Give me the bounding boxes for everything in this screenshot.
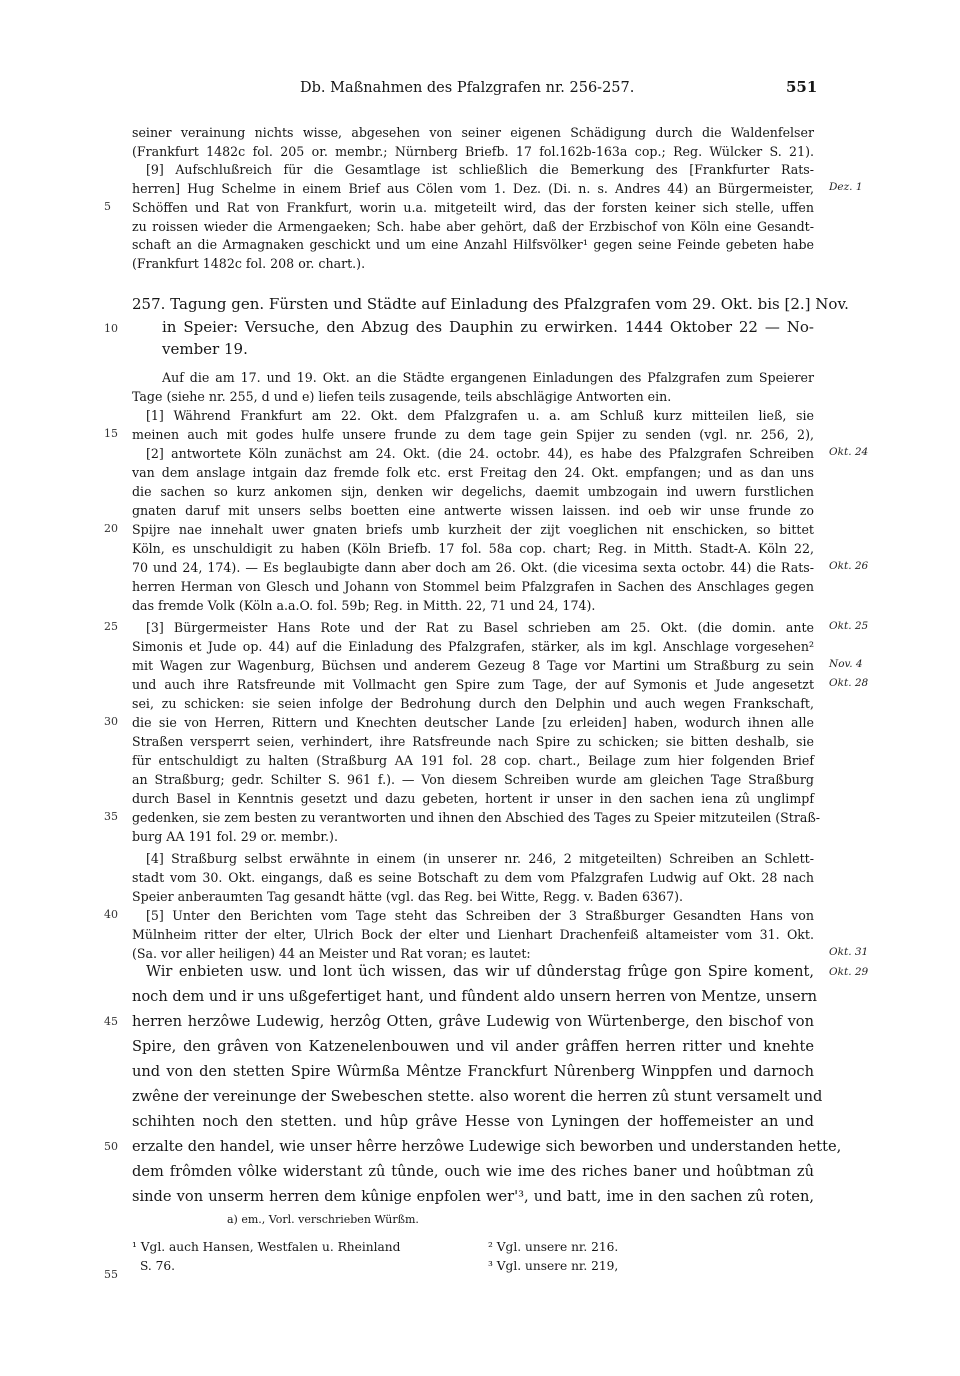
text-line: [1] Während Frankfurt am 22. Okt. dem Pfalzgrafen u. a. am Schluß kurz mitteilen ließ, sie — [146, 408, 814, 423]
section-heading-line: 257. Tagung gen. Fürsten und Städte auf Einladung des Pfalzgrafen vom 29. Okt. bis [2.] Nov. — [132, 295, 849, 313]
quoted-letter-line: Spire, den grâven von Katzenelenbouwen und vil ander grâffen herren ritter und knehte — [132, 1038, 814, 1055]
text-line: [3] Bürgermeister Hans Rote und der Rat zu Basel schrieben am 25. Okt. (die domin. ante — [146, 620, 814, 635]
quoted-letter-line: dem frômden vôlke widerstant zû tûnde, ouch wie ime des riches baner und hoûbtman zû — [132, 1163, 814, 1180]
text-line: Mülnheim ritter der elter, Ulrich Bock der elter und Lienhart Drachenfeiß altameister vom 31. Okt. — [132, 927, 814, 942]
text-line: Auf die am 17. und 19. Okt. an die Städte ergangenen Einladungen des Pfalzgrafen zum Speierer — [162, 370, 814, 385]
line-number: 40 — [104, 908, 118, 921]
text-line: gnaten daruf mit unsers selbs boetten eine antwerte wissen laissen. ind oeb wir unse frunde zo — [132, 503, 814, 518]
text-line: herren] Hug Schelme in einem Brief aus Cölen vom 1. Dez. (Di. n. s. Andres 44) an Bürgermeister, — [132, 181, 814, 196]
text-line: für entschuldigt zu halten (Straßburg AA 191 fol. 28 cop. chart., Beilage zum hier folgenden Brief — [132, 753, 814, 768]
quoted-letter-line: schihten noch den stetten. und hûp grâve Hesse von Lyningen der hoffemeister an und — [132, 1113, 814, 1130]
page-number: 551 — [786, 78, 818, 96]
margin-date: Nov. 4 — [829, 658, 863, 670]
line-number: 30 — [104, 715, 118, 728]
text-line: [9] Aufschlußreich für die Gesamtlage ist schließlich die Bemerkung des [Frankfurter Rats- — [146, 162, 814, 177]
margin-date: Okt. 31 — [829, 946, 869, 958]
text-line: Straßen versperrt seien, verhindert, ihre Ratsfreunde nach Spire zu schicken; sie bitten deshalb, sie — [132, 734, 814, 749]
quoted-letter-line: erzalte den handel, wie unser hêrre herzôwe Ludewige sich beworben und understanden hette, — [132, 1138, 842, 1155]
line-number: 35 — [104, 810, 118, 823]
text-line: Speier anberaumten Tag gesandt hätte (vgl. das Reg. bei Witte, Regg. v. Baden 6367). — [132, 889, 683, 904]
text-line: zu roissen wieder die Armengaeken; Sch. habe aber gehört, daß der Erzbischof von Köln eine Gesandt- — [132, 219, 814, 234]
margin-date: Okt. 24 — [829, 446, 869, 458]
text-line: das fremde Volk (Köln a.a.O. fol. 59b; Reg. in Mitth. 22, 71 und 24, 174). — [132, 598, 596, 613]
footnote-3: ³ Vgl. unsere nr. 219, — [488, 1259, 619, 1273]
footnote-2: ² Vgl. unsere nr. 216. — [488, 1240, 619, 1254]
line-number: 45 — [104, 1015, 118, 1028]
text-line: Tage (siehe nr. 255, d und e) liefen teils zusagende, teils abschlägige Antworten ein. — [132, 389, 672, 404]
margin-date: Okt. 28 — [829, 677, 869, 689]
footnote-1-continued: S. 76. — [140, 1259, 176, 1273]
quoted-letter-line: sinde von unserm herren dem kûnige enpfolen wer'³, und batt, ime in den sachen zû roten, — [132, 1188, 814, 1205]
quoted-letter-line: herren herzôwe Ludewig, herzôg Otten, grâve Ludewig von Würtenberge, den bischof von — [132, 1013, 814, 1030]
line-number: 20 — [104, 522, 118, 535]
text-line: herren Herman von Glesch und Johann von Stommel beim Pfalzgrafen in Sachen des Anschlages gegen — [132, 579, 814, 594]
text-line: gedenken, sie zem besten zu verantworten und ihnen den Abschied des Tages zu Speier mitzuteilen (Straß- — [132, 810, 821, 825]
text-line: van dem anslage intgain daz fremde folk etc. erst Freitag den 24. Okt. empfangen; und as dan uns — [132, 465, 814, 480]
line-number: 15 — [104, 427, 118, 440]
margin-date: Okt. 25 — [829, 620, 869, 632]
footnote-1: ¹ Vgl. auch Hansen, Westfalen u. Rheinland — [132, 1240, 401, 1254]
margin-date: Dez. 1 — [829, 181, 863, 193]
quoted-letter-line: zwêne der vereinunge der Swebeschen stette. also worent die herren zû stunt versamelt und — [132, 1088, 823, 1105]
text-line: schaft an die Armagnaken geschickt und um eine Anzahl Hilfsvölker¹ gegen seine Feinde gebeten habe — [132, 237, 814, 252]
text-line: Schöffen und Rat von Frankfurt, worin u.a. mitgeteilt wird, das der forsten keiner sich stelle, uffen — [132, 200, 814, 215]
line-number: 5 — [104, 200, 111, 213]
text-line: (Sa. vor aller heiligen) 44 an Meister und Rat voran; es lautet: — [132, 946, 531, 961]
text-line: durch Basel in Kenntnis gesetzt und dazu gebeten, hortent ir unser in den sachen iena zû unglimpf — [132, 791, 814, 806]
text-line: [5] Unter den Berichten vom Tage steht das Schreiben der 3 Straßburger Gesandten Hans von — [146, 908, 814, 923]
margin-date: Okt. 26 — [829, 560, 869, 572]
text-line: [2] antwortete Köln zunächst am 24. Okt. (die 24. octobr. 44), es habe des Pfalzgrafen Schreiben — [146, 446, 814, 461]
apparatus-note: a) em., Vorl. verschrieben Würßm. — [227, 1213, 419, 1226]
line-number: 10 — [104, 322, 118, 335]
text-line: die sachen so kurz ankomen sijn, denken wir degelichs, daemit umbzogain ind uwern furstlichen — [132, 484, 814, 499]
text-line: [4] Straßburg selbst erwähnte in einem (in unserer nr. 246, 2 mitgeteilten) Schreiben an Schlett- — [146, 851, 814, 866]
text-line: Simonis et Jude op. 44) auf die Einladung des Pfalzgrafen, stärker, als im kgl. Anschlage vorgesehen² — [132, 639, 814, 654]
section-heading-line: vember 19. — [162, 340, 248, 358]
line-number: 50 — [104, 1140, 118, 1153]
running-title: Db. Maßnahmen des Pfalzgrafen nr. 256-257. — [300, 80, 635, 96]
text-line: mit Wagen zur Wagenburg, Büchsen und anderem Gezeug 8 Tage vor Martini um Straßburg zu sein — [132, 658, 814, 673]
text-line: Spijre nae innehalt uwer gnaten briefs umb kurzheit der zijt voeglichen nit enschicken, so bittet — [132, 522, 814, 537]
text-line: die sie von Herren, Rittern und Knechten deutscher Lande [zu erleiden] haben, wodurch ihnen alle — [132, 715, 814, 730]
text-line: und auch ihre Ratsfreunde mit Vollmacht gen Spire zum Tage, der auf Symonis et Jude angesetzt — [132, 677, 814, 692]
line-number: 55 — [104, 1268, 118, 1281]
text-line: Köln, es unschuldigit zu haben (Köln Briefb. 17 fol. 58a cop. chart; Reg. in Mitth. Stadt-A. Köln 22, — [132, 541, 814, 556]
margin-date: Okt. 29 — [829, 966, 869, 978]
text-line: sei, zu schicken: sie seien infolge der Bedrohung durch den Delphin und auch wegen Frankschaft, — [132, 696, 814, 711]
quoted-letter-line: noch dem und ir uns ußgefertiget hant, und fûndent aldo unsern herren von Mentze, unsern — [132, 988, 818, 1005]
text-line: burg AA 191 fol. 29 or. membr.). — [132, 829, 338, 844]
quoted-letter-line: und von den stetten Spire Wûrmßa Mêntze Franckfurt Nûrenberg Winppfen und darnoch — [132, 1063, 814, 1080]
line-number: 25 — [104, 620, 118, 633]
text-line: 70 und 24, 174). — Es beglaubigte dann aber doch am 26. Okt. (die vicesima sexta octobr. 44) die Rats- — [132, 560, 814, 575]
section-heading-line: in Speier: Versuche, den Abzug des Dauphin zu erwirken. 1444 Oktober 22 — No- — [162, 318, 814, 336]
text-line: an Straßburg; gedr. Schilter S. 961 f.). — Von diesem Schreiben wurde am gleichen Tage Straßburg — [132, 772, 814, 787]
text-line: seiner verainung nichts wisse, abgesehen von seiner eigenen Schädigung durch die Waldenfelser — [132, 125, 814, 140]
text-line: stadt vom 30. Okt. eingangs, daß es seine Botschaft zu dem vom Pfalzgrafen Ludwig auf Okt. 28 nach — [132, 870, 814, 885]
text-line: (Frankfurt 1482c fol. 205 or. membr.; Nürnberg Briefb. 17 fol.162b-163a cop.; Reg. Wülcker S. 21). — [132, 144, 814, 159]
quoted-letter-line: Wir enbieten usw. und lont üch wissen, das wir uf dûnderstag frûge gon Spire koment, — [146, 963, 814, 980]
text-line: meinen auch mit godes hulfe unsere frunde zu dem tage gein Spijer zu senden (vgl. nr. 256, 2), — [132, 427, 814, 442]
text-line: (Frankfurt 1482c fol. 208 or. chart.). — [132, 256, 366, 271]
